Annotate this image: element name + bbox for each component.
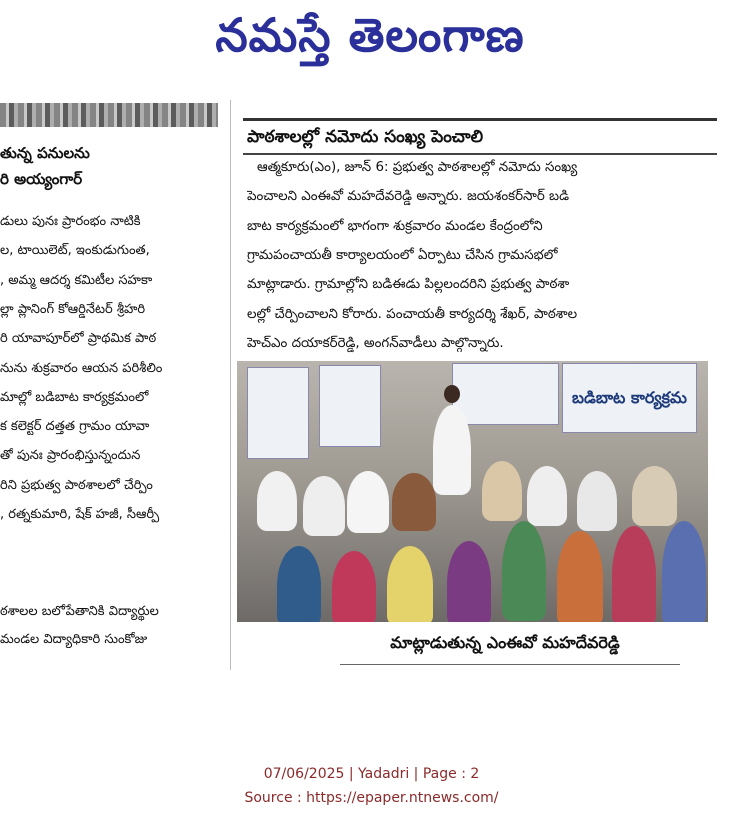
left-body-line: మండల విద్యాధికారి సుంకోజు	[0, 632, 148, 647]
article-line: బాట కార్యక్రమంలో భాగంగా శుక్రవారం మండల కేంద్రంలోని	[247, 218, 543, 234]
left-body-line: మాల్లో బడిబాట కార్యక్రమంలో	[0, 389, 149, 405]
left-body-line: తో పునః ప్రారంభిస్తున్నందున	[0, 448, 141, 464]
article-line: ఆత్మకూరు(ఎం), జూన్ 6: ప్రభుత్వ పాఠశాలల్లో నమోదు సంఖ్య	[257, 160, 578, 175]
footer-dateline: 07/06/2025 | Yadadri | Page : 2	[263, 766, 480, 782]
photo-banner-badibata: బడిబాట కార్యక్రమ	[562, 363, 697, 433]
photo-person	[303, 476, 345, 536]
article-photo	[237, 361, 708, 622]
photo-speaker	[433, 405, 471, 495]
left-body-line: క కలెక్టర్ దత్తత గ్రామం యావా	[0, 419, 150, 435]
photo-person	[257, 471, 297, 531]
article-line: గ్రామపంచాయతీ కార్యాలయంలో ఏర్పాటు చేసిన గ్రామసభలో	[247, 247, 558, 263]
photo-poster-left-2	[319, 365, 381, 447]
photo-poster-left	[247, 367, 309, 459]
left-body-line: , అమ్మ ఆదర్శ కమిటీల సహకా	[0, 272, 153, 288]
article-title: పాఠశాలల్లో నమోదు సంఖ్య పెంచాలి	[243, 118, 717, 155]
photo-person	[577, 471, 617, 531]
left-headline-line: తున్న పనులను	[0, 144, 90, 162]
photo-poster-center	[452, 363, 559, 425]
photo-person	[527, 466, 567, 526]
photo-child	[662, 521, 706, 622]
left-body-line: రి యావాపూర్‌లో ప్రాథమిక పాఠ	[0, 331, 157, 347]
left-body-line: నును శుక్రవారం ఆయన పరిశీలిం	[0, 360, 163, 376]
photo-child	[277, 546, 321, 622]
caption-rule	[340, 664, 680, 665]
photo-child	[612, 526, 656, 622]
article-line: హెచ్‌ఎం దయాకర్‌రెడ్డి, అంగన్‌వాడీలు పాల్గొన్నారు.	[247, 335, 504, 351]
photo-person	[392, 473, 436, 531]
photo-child	[332, 551, 376, 622]
photo-child	[557, 531, 603, 622]
left-body-line: , రత్నకుమారి, షేక్ హజీ, సీఆర్పీ	[0, 507, 160, 522]
left-body-line: డులు పునః ప్రారంభం నాటికి	[0, 214, 141, 229]
article-line: పెంచాలని ఎంఈవో మహదేవరెడ్డి అన్నారు. జయశంకర్‌సార్ బడి	[247, 189, 569, 205]
column-divider	[230, 100, 231, 670]
left-body-line: రిని ప్రభుత్వ పాఠశాలలో చేర్పిం	[0, 477, 153, 493]
article-line: లల్లో చేర్పించాలని కోరారు. పంచాయతీ కార్యదర్శి శేఖర్, పాఠశాల	[247, 306, 578, 322]
photo-child	[502, 521, 546, 621]
photo-child	[387, 546, 433, 622]
article-line: మాట్లాడారు. గ్రామాల్లోని బడిఈడు పిల్లలందరిని ప్రభుత్వ పాఠశా	[247, 277, 570, 293]
left-headline-line: రి అయ్యంగార్	[0, 170, 83, 188]
photo-speaker-head	[444, 385, 460, 403]
photo-person	[632, 466, 677, 526]
left-body-line: ల, టాయిలెట్, ఇంకుడుగుంత,	[0, 243, 150, 259]
photo-person	[482, 461, 522, 521]
left-body-line: ఠశాలల బలోపేతానికి విద్యార్థుల	[0, 604, 159, 619]
photo-child	[447, 541, 491, 622]
left-photo-strip	[0, 103, 218, 127]
masthead-title: నమస్తే తెలంగాణ	[215, 8, 525, 62]
footer-source: Source : https://epaper.ntnews.com/	[244, 790, 499, 806]
photo-person	[347, 471, 389, 533]
left-body-line: ల్లా ప్లానింగ్ కోఆర్డినేటర్ శ్రీహరి	[0, 301, 146, 317]
photo-caption: మాట్లాడుతున్న ఎంఈవో మహదేవరెడ్డి	[390, 633, 620, 652]
